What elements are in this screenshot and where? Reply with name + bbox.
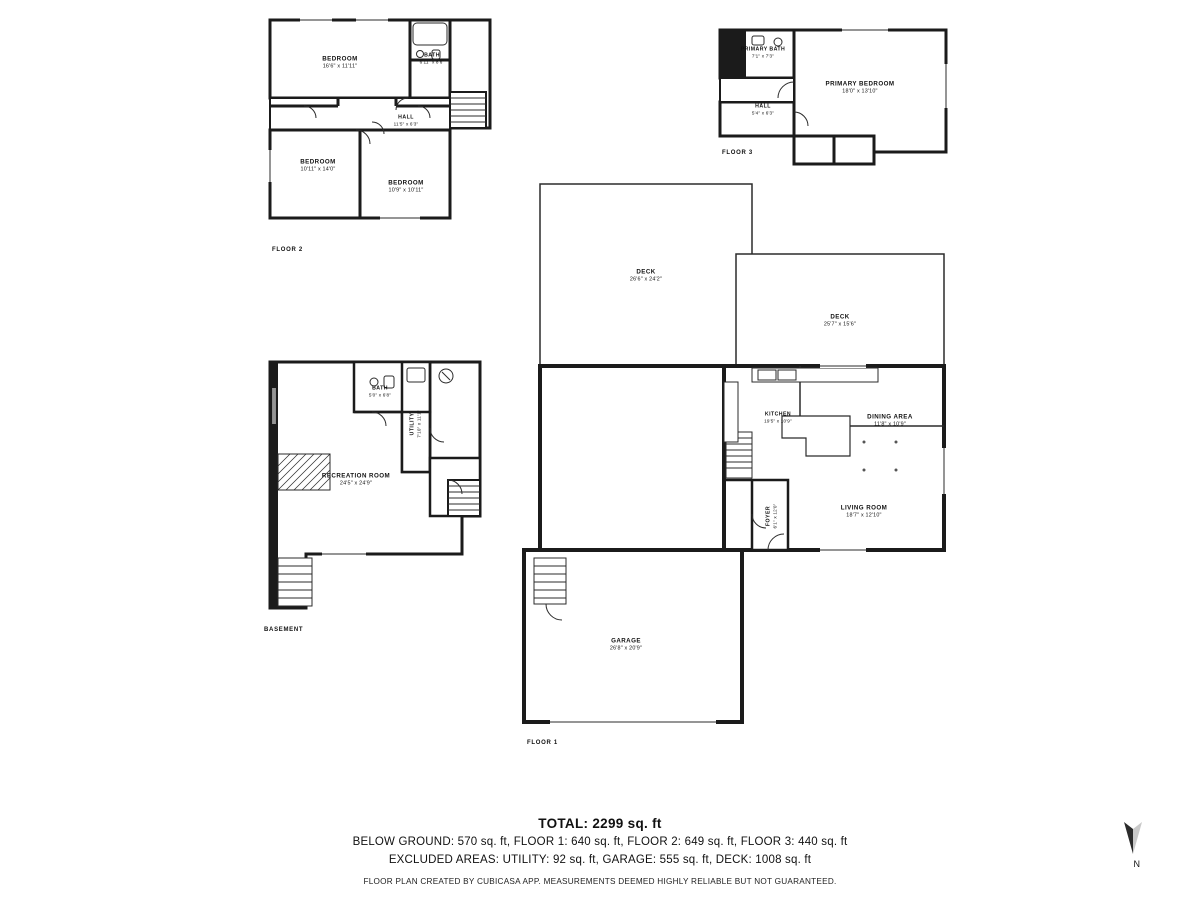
room-label: PRIMARY BATH 7'1" x 7'3": [740, 46, 786, 59]
room-label: BATH 5'0" x 6'8": [368, 385, 392, 398]
total-area: TOTAL: 2299 sq. ft: [538, 816, 662, 831]
room-label: HALL 11'5" x 6'3": [393, 114, 419, 127]
floor-1-walls: [520, 180, 960, 740]
compass: [1122, 820, 1152, 872]
room-label: DINING AREA 11'8" x 10'9": [867, 413, 913, 428]
floor-2-walls: [260, 10, 510, 245]
floor-tag-floor-3: FLOOR 3: [722, 150, 753, 156]
floor-tag-floor-2: FLOOR 2: [272, 247, 303, 253]
room-label: DECK 26'6" x 24'2": [629, 268, 663, 283]
room-label: LIVING ROOM 18'7" x 12'10": [840, 504, 888, 519]
compass-label: N: [1133, 859, 1141, 869]
floor-tag-floor-1: FLOOR 1: [527, 740, 558, 746]
room-label: FOYER 6'1" x 12'0": [765, 503, 778, 529]
room-label: GARAGE 26'8" x 20'9": [609, 637, 643, 652]
disclaimer-text: FLOOR PLAN CREATED BY CUBICASA APP. MEASUREMENTS DEEMED HIGHLY RELIABLE BUT NOT GUARANTEED.: [363, 877, 837, 887]
room-label: DECK 25'7" x 15'6": [823, 313, 857, 328]
room-label: BEDROOM 16'6" x 11'11": [322, 55, 358, 70]
room-label: RECREATION ROOM 24'5" x 24'9": [321, 472, 391, 487]
area-breakdown-line-2: EXCLUDED AREAS: UTILITY: 92 sq. ft, GARAGE: 555 sq. ft, DECK: 1008 sq. ft: [388, 853, 812, 866]
room-label: BEDROOM 10'9" x 10'11": [388, 179, 424, 194]
north-arrow-icon: [1122, 820, 1144, 854]
floor-tag-basement: BASEMENT: [264, 627, 304, 633]
area-breakdown-line-1: BELOW GROUND: 570 sq. ft, FLOOR 1: 640 sq. ft, FLOOR 2: 649 sq. ft, FLOOR 3: 440 sq. ft: [352, 836, 848, 848]
summary-block: [0, 816, 1200, 886]
room-label: BEDROOM 10'11" x 14'0": [300, 158, 336, 173]
room-label: BATH 6'11" x 8'6": [419, 52, 445, 65]
room-label: UTILITY 7'10" x 11'1": [409, 410, 422, 438]
room-label: HALL 5'4" x 6'3": [751, 103, 775, 116]
room-label: PRIMARY BEDROOM 18'0" x 13'10": [825, 80, 895, 95]
room-label: KITCHEN 19'5" x 10'9": [764, 411, 792, 424]
